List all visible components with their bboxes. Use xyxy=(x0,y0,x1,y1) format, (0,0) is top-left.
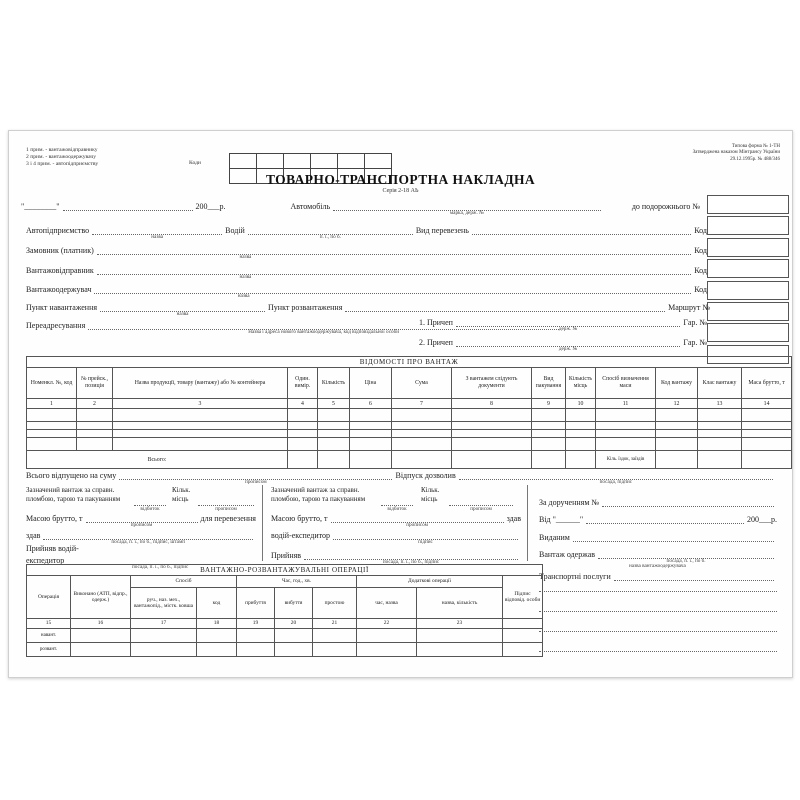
ops-col-departure: вибуття xyxy=(275,588,313,619)
code-box xyxy=(707,281,789,300)
form-title: ТОВАРНО-ТРАНСПОРТНА НАКЛАДНА xyxy=(265,172,536,187)
empty-cell xyxy=(313,643,357,657)
form-ref-line: Затверджена наказом Мінтрансу України xyxy=(692,150,780,156)
unload-point-label: Пункт розвантаження xyxy=(268,302,343,312)
qty-label2: місць xyxy=(421,495,438,503)
waybill-form-sheet xyxy=(8,130,793,678)
pib-sub: посада, п. і., по б. xyxy=(666,558,706,564)
trailer1-label: 1. Причеп xyxy=(419,317,453,327)
ops-col-num: 21 xyxy=(313,619,357,629)
driver-label: Водій xyxy=(225,225,245,235)
gave-label: здав xyxy=(506,513,521,523)
empty-cell xyxy=(392,422,452,430)
customer-line xyxy=(97,245,691,260)
qty-label1: Кільк. xyxy=(172,486,191,494)
services-line xyxy=(539,583,777,592)
cargo-col-header: Маса брутто, т xyxy=(742,368,792,399)
imprint-line xyxy=(381,497,413,512)
empty-cell xyxy=(566,451,596,469)
name-sub: назва xyxy=(239,274,252,280)
cargo-col-header: Кількість місць xyxy=(566,368,596,399)
load-point-line xyxy=(100,302,265,317)
empty-cell xyxy=(197,629,237,643)
qty-line xyxy=(449,497,513,512)
empty-cell xyxy=(275,643,313,657)
code-label: Код xyxy=(694,265,707,275)
driver-forwarder-line xyxy=(333,530,518,545)
full-sub: посада, п. і., по б., підпис xyxy=(131,564,189,570)
code-cell xyxy=(229,153,257,169)
trailer2-line xyxy=(456,337,680,352)
driver-sub: п. і., по б. xyxy=(319,234,341,240)
empty-cell xyxy=(77,438,113,451)
ops-col-extra-time: час, назва xyxy=(357,588,417,619)
order-label: За дорученням № xyxy=(539,497,600,507)
name-sub: назва xyxy=(239,254,252,260)
empty-cell xyxy=(113,430,288,438)
imprint-sub: відбиток xyxy=(140,506,160,512)
empty-cell xyxy=(237,643,275,657)
code-box xyxy=(707,323,789,342)
code-box xyxy=(707,238,789,257)
empty-cell xyxy=(350,422,392,430)
transport-kind-line xyxy=(472,225,691,235)
empty-cell xyxy=(596,438,656,451)
cargo-received-row xyxy=(539,549,777,564)
ops-col-num: 23 xyxy=(417,619,503,629)
words-sub: прописом xyxy=(130,522,153,528)
name-sub: назва xyxy=(237,293,250,299)
ops-col-num: 18 xyxy=(197,619,237,629)
empty-cell xyxy=(392,430,452,438)
empty-cell xyxy=(417,629,503,643)
ops-group-time: Час, год., хв. xyxy=(237,576,357,588)
gross-label: Масою брутто, т xyxy=(26,513,83,523)
cargo-col-header: Номенкл. №, код xyxy=(27,368,77,399)
readdress-sub: Назва і адреса нового вантажоодержувача, код відповідальної особи xyxy=(248,329,400,335)
release-row xyxy=(26,470,776,485)
empty-cell xyxy=(131,643,197,657)
empty-cell xyxy=(77,430,113,438)
copy-note-1: 1 прим. - вантажовідправнику xyxy=(26,147,98,153)
transport-services-label: Транспортні послуги xyxy=(539,571,611,581)
empty-cell xyxy=(742,430,792,438)
empty-cell xyxy=(350,409,392,422)
empty-cell xyxy=(318,409,350,422)
readdress-label: Переадресування xyxy=(26,320,86,330)
empty-cell xyxy=(237,629,275,643)
cargo-col-header: Назва продукції, товару (вантажу) або № контейнера xyxy=(113,368,288,399)
ops-col-num: 16 xyxy=(71,619,131,629)
issued-line xyxy=(573,532,774,542)
cargo-col-num: 4 xyxy=(288,399,318,409)
customer-label: Замовник (платник) xyxy=(26,245,94,255)
empty-cell xyxy=(742,451,792,469)
ops-col-arrival: прибуття xyxy=(237,588,275,619)
gross-row xyxy=(271,513,521,528)
empty-cell xyxy=(698,430,742,438)
empty-cell xyxy=(566,438,596,451)
ops-col-num: 17 xyxy=(131,619,197,629)
gave-label: здав xyxy=(26,530,41,540)
empty-cell xyxy=(288,409,318,422)
consignee-label: Вантажоодержувач xyxy=(26,284,92,294)
cargo-col-num: 11 xyxy=(596,399,656,409)
driver-forwarder-row xyxy=(271,530,521,545)
ops-col-method-kind: руч., наз. мех., вантажопід., містк. ковша xyxy=(131,588,197,619)
empty-cell xyxy=(71,629,131,643)
cargo-intact-line1: Зазначений вантаж за справн. xyxy=(271,486,360,494)
order-row xyxy=(539,497,777,507)
trailer1-row xyxy=(419,317,707,332)
code-box xyxy=(707,216,789,235)
state-no-sub: держ. № xyxy=(558,346,578,352)
empty-cell xyxy=(532,409,566,422)
services-line xyxy=(539,623,777,632)
cargo-col-header: З вантажем слідують документи xyxy=(452,368,532,399)
consignee-line xyxy=(94,284,691,299)
empty-cell xyxy=(532,438,566,451)
ops-col-performed: Виконано (АТП, відпр., одерж.) xyxy=(71,576,131,619)
ops-row-unloading: розвант. xyxy=(27,643,71,657)
transport-kind-label: Вид перевезень xyxy=(415,225,469,235)
code-cell xyxy=(364,153,392,169)
date-quote: "________" xyxy=(21,201,60,211)
customer-row xyxy=(26,245,707,260)
empty-cell xyxy=(452,438,532,451)
atp-label: Автопідприємство xyxy=(26,225,90,235)
cargo-col-num: 3 xyxy=(113,399,288,409)
operations-table xyxy=(26,564,543,657)
imprint-sub: відбиток xyxy=(387,506,407,512)
qty-label2: місць xyxy=(172,495,189,503)
vehicle-line xyxy=(333,201,601,216)
cargo-col-header: Код вантажу xyxy=(656,368,698,399)
cargo-col-header: Кількість xyxy=(318,368,350,399)
consignee-row xyxy=(26,284,707,299)
vehicle-sub: марка, держ. № xyxy=(449,210,485,216)
empty-cell xyxy=(452,422,532,430)
release-allowed-line xyxy=(459,470,773,485)
gross-line xyxy=(86,513,198,528)
full-stamp-sub: посада, п. і., по б., підпис, штамп xyxy=(111,539,185,545)
cargo-col-num: 6 xyxy=(350,399,392,409)
code-cell xyxy=(256,153,284,169)
ops-col-num: 19 xyxy=(237,619,275,629)
empty-cell xyxy=(313,629,357,643)
garage-label: Гар. № xyxy=(683,337,707,347)
empty-cell xyxy=(742,422,792,430)
form-series: Серія 2-18 АЬ xyxy=(382,188,419,194)
cargo-table-band: ВІДОМОСТІ ПРО ВАНТАЖ xyxy=(27,357,792,368)
empty-cell xyxy=(596,409,656,422)
cargo-col-num: 7 xyxy=(392,399,452,409)
trailer1-line xyxy=(456,317,680,332)
order-date-row xyxy=(539,514,777,524)
issued-label: Виданим xyxy=(539,532,570,542)
services-line xyxy=(614,571,774,581)
empty-cell xyxy=(288,430,318,438)
empty-cell xyxy=(452,451,532,469)
code-cell xyxy=(337,153,365,169)
gross-label: Масою брутто, т xyxy=(271,513,328,523)
cargo-received-label: Вантаж одержав xyxy=(539,549,596,559)
handover-sender-block xyxy=(26,486,256,570)
empty-cell xyxy=(318,430,350,438)
empty-cell xyxy=(698,409,742,422)
imprint-line xyxy=(134,497,166,512)
vehicle-label: Автомобіль xyxy=(290,201,331,211)
gross-line xyxy=(331,513,504,528)
code-cell xyxy=(283,153,311,169)
name-sub: назва xyxy=(176,311,189,317)
received-row xyxy=(271,550,521,565)
points-row xyxy=(26,302,710,317)
handover-driver-block xyxy=(271,487,521,565)
ops-group-extra: Додаткові операції xyxy=(357,576,503,588)
ops-table-band: ВАНТАЖНО-РОЗВАНТАЖУВАЛЬНІ ОПЕРАЦІЇ xyxy=(27,565,543,576)
cargo-col-num: 10 xyxy=(566,399,596,409)
gross-row xyxy=(26,513,256,528)
date-vehicle-row xyxy=(21,201,700,216)
services-line xyxy=(539,603,777,612)
form-ref-line: Типова форма № 1-ТН xyxy=(731,144,780,149)
trips-note: Кіль. їздок, заїздів xyxy=(596,451,656,469)
empty-cell xyxy=(350,451,392,469)
full-sub: посада, п. і., по б., підпис xyxy=(382,559,440,565)
load-point-label: Пункт навантаження xyxy=(26,302,98,312)
release-allowed-label: Відпуск дозволив xyxy=(395,470,456,480)
form-ref-line: 29.12.1995р. № 488/346 xyxy=(730,156,780,162)
order-line xyxy=(602,497,774,507)
consignor-line xyxy=(97,265,691,280)
cargo-col-num: 1 xyxy=(27,399,77,409)
name-sub: назва xyxy=(151,234,164,240)
code-label: Код xyxy=(694,245,707,255)
empty-cell xyxy=(452,430,532,438)
transport-services-row xyxy=(539,571,777,581)
divider xyxy=(527,485,528,561)
empty-cell xyxy=(357,629,417,643)
cargo-table xyxy=(26,356,792,469)
qty-line xyxy=(198,497,254,512)
empty-cell xyxy=(503,629,543,643)
driver-line xyxy=(248,225,413,240)
cargo-col-header: Один. вимір. xyxy=(288,368,318,399)
for-transport-label: для перевезення xyxy=(200,513,256,523)
issued-row xyxy=(539,532,777,542)
driver-forwarder-label: водій-експедитор xyxy=(271,530,330,540)
empty-cell xyxy=(503,643,543,657)
empty-cell xyxy=(503,619,543,629)
empty-cell xyxy=(392,451,452,469)
handover-consignee-block xyxy=(539,487,777,657)
empty-cell xyxy=(113,438,288,451)
year-label: 200___р. xyxy=(747,514,777,524)
code-box xyxy=(707,259,789,278)
cargo-col-header: Спосіб визначення маси xyxy=(596,368,656,399)
consignee-name-sub: назва вантажоодержувача xyxy=(629,563,686,569)
received-line1: Прийняв водій- xyxy=(26,544,79,553)
empty-cell xyxy=(566,430,596,438)
empty-cell xyxy=(417,643,503,657)
code-label: Код xyxy=(694,225,707,235)
empty-cell xyxy=(566,422,596,430)
ops-col-extra-name: назва, кількість xyxy=(417,588,503,619)
empty-cell xyxy=(113,422,288,430)
ops-col-signature: Підпис відповід. особи xyxy=(503,576,543,619)
garage-label: Гар. № xyxy=(683,317,707,327)
empty-cell xyxy=(656,438,698,451)
empty-cell xyxy=(392,409,452,422)
consignor-label: Вантажовідправник xyxy=(26,265,94,275)
cargo-col-num: 5 xyxy=(318,399,350,409)
code-box xyxy=(707,195,789,214)
empty-cell xyxy=(288,451,318,469)
cargo-received-line xyxy=(598,549,774,564)
copy-notes xyxy=(26,147,98,168)
cargo-col-num: 13 xyxy=(698,399,742,409)
from-label: Від "______" xyxy=(539,514,584,524)
waybill-label: до подорожнього № xyxy=(631,201,700,211)
empty-cell xyxy=(596,430,656,438)
qty-label1: Кільк. xyxy=(421,486,440,494)
empty-cell xyxy=(275,629,313,643)
copy-note-2: 2 прим. - вантажоодержувачу xyxy=(26,153,96,160)
ops-col-num: 15 xyxy=(27,619,71,629)
empty-cell xyxy=(452,409,532,422)
cargo-col-num: 12 xyxy=(656,399,698,409)
received-label: Прийняв xyxy=(271,550,302,560)
empty-cell xyxy=(27,422,77,430)
services-line xyxy=(539,643,777,652)
year-label: 200___р. xyxy=(195,201,226,211)
unload-point-line xyxy=(345,302,665,312)
empty-cell xyxy=(698,451,742,469)
empty-cell xyxy=(698,438,742,451)
gave-line xyxy=(43,530,253,545)
empty-cell xyxy=(532,430,566,438)
ops-col-num: 20 xyxy=(275,619,313,629)
from-line xyxy=(586,514,744,524)
empty-cell xyxy=(532,451,566,469)
date-line xyxy=(63,201,193,211)
ops-row-loading: навант. xyxy=(27,629,71,643)
cargo-col-num: 9 xyxy=(532,399,566,409)
trailer2-label: 2. Причеп xyxy=(419,337,453,347)
received-line2: експедитор xyxy=(26,555,65,565)
cargo-col-num: 14 xyxy=(742,399,792,409)
ops-col-num: 22 xyxy=(357,619,417,629)
empty-cell xyxy=(392,438,452,451)
cargo-intact-line2: пломбою, тарою та пакуванням xyxy=(271,495,366,503)
consignor-row xyxy=(26,265,707,280)
copy-note-3: 3 і 4 прим. - автопідприємству xyxy=(26,160,99,167)
words-sub: прописом xyxy=(406,522,428,528)
form-reference xyxy=(693,144,780,163)
received-line xyxy=(304,550,518,565)
empty-cell xyxy=(656,409,698,422)
empty-cell xyxy=(656,430,698,438)
empty-cell xyxy=(197,643,237,657)
ops-col-method-code: код xyxy=(197,588,237,619)
empty-cell xyxy=(566,409,596,422)
cargo-total-label: Всього: xyxy=(27,451,288,469)
empty-cell xyxy=(742,409,792,422)
empty-cell xyxy=(318,451,350,469)
empty-cell xyxy=(288,422,318,430)
release-sum-line xyxy=(119,470,392,485)
empty-cell xyxy=(131,629,197,643)
code-cell xyxy=(310,153,338,169)
cargo-col-num: 8 xyxy=(452,399,532,409)
empty-cell xyxy=(318,422,350,430)
empty-cell xyxy=(698,422,742,430)
cargo-col-header: Клас вантажу xyxy=(698,368,742,399)
ops-col-idle: простою xyxy=(313,588,357,619)
release-sum-label: Всього відпущено на суму xyxy=(26,470,117,480)
code-label: Код xyxy=(694,284,707,294)
cargo-col-header: Сума xyxy=(392,368,452,399)
empty-cell xyxy=(357,643,417,657)
cargo-col-header: № прейск., позиція xyxy=(77,368,113,399)
route-label: Маршрут № xyxy=(668,302,710,312)
gave-row xyxy=(26,530,256,545)
cargo-col-num: 2 xyxy=(77,399,113,409)
empty-cell xyxy=(318,438,350,451)
cargo-intact-line2: пломбою, тарою та пакуванням xyxy=(26,495,121,503)
trailer2-row xyxy=(419,337,707,352)
empty-cell xyxy=(350,430,392,438)
empty-cell xyxy=(596,422,656,430)
empty-cell xyxy=(532,422,566,430)
empty-cell xyxy=(742,438,792,451)
empty-cell xyxy=(27,430,77,438)
empty-cell xyxy=(288,438,318,451)
sign-sub: підпис xyxy=(418,539,433,545)
empty-cell xyxy=(77,422,113,430)
pos-sign-sub: посада, підпис xyxy=(599,479,633,485)
words-sub: прописом xyxy=(215,506,237,512)
ops-col-operation: Операція xyxy=(27,576,71,619)
empty-cell xyxy=(27,438,77,451)
empty-cell xyxy=(71,643,131,657)
empty-cell xyxy=(350,438,392,451)
ops-group-method: Спосіб xyxy=(131,576,237,588)
words-sub: прописом xyxy=(470,506,492,512)
code-box xyxy=(707,302,789,321)
codes-label: Коди xyxy=(189,160,201,166)
empty-cell xyxy=(27,409,77,422)
state-no-sub: держ. № xyxy=(558,326,578,332)
empty-cell xyxy=(656,422,698,430)
cargo-col-header: Ціна xyxy=(350,368,392,399)
empty-cell xyxy=(113,409,288,422)
cargo-col-header: Вид пакування xyxy=(532,368,566,399)
cargo-intact-line1: Зазначений вантаж за справн. xyxy=(26,486,115,494)
divider xyxy=(262,485,263,561)
empty-cell xyxy=(77,409,113,422)
atp-row xyxy=(26,225,707,240)
atp-line xyxy=(92,225,222,240)
empty-cell xyxy=(656,451,698,469)
code-box-column xyxy=(707,195,789,366)
words-sub: прописом xyxy=(245,479,267,485)
